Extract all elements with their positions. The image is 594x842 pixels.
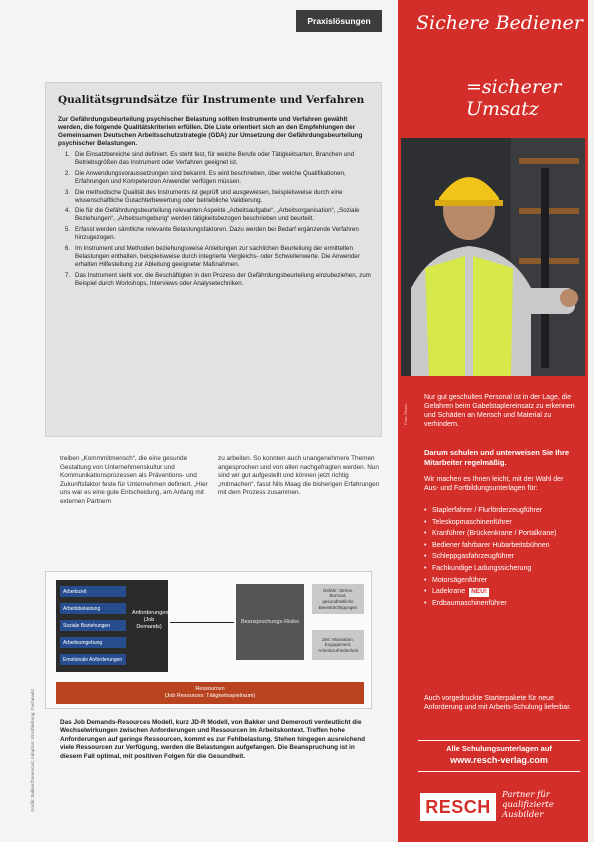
ad-intro: Nur gut geschultes Personal ist in der Lage, die Gefahren beim Gabelstaplereinsatz zu erkennen und Schäden an Mensch und Material zu verhindern. xyxy=(424,394,575,428)
demand-item: Arbeitsumgebung xyxy=(60,637,126,648)
figure-credit: Grafik: Bakker/Demerouti; Adaption: Erschließung, Fachmarkt xyxy=(30,688,35,812)
new-badge: NEU! xyxy=(471,588,487,596)
criteria-text: Das Instrument sieht vor, die Beschäftigten in den Prozess der Gefährdungsbeurteilung einzubeziehen, zum Beispiel durch Workshops, Interviews oder Analysetechniken. xyxy=(75,271,371,287)
criteria-number: 3. xyxy=(64,188,70,196)
outcome-positive: Zeit: Motivation, Engagement, Arbeitszufriedenheit xyxy=(312,630,364,660)
demand-item: Emotionale Anforderungen xyxy=(60,654,126,665)
criteria-item xyxy=(56,170,371,186)
criteria-item xyxy=(56,189,371,205)
quality-principles-box xyxy=(45,82,382,437)
resources-title: Ressourcen xyxy=(195,686,225,692)
body-column-1: treiben „Kommmitmensch“, die eine gesunde Gestaltung von Unternehmenskultur und Kommunikationsprozessen als Präventions- und Zukunftsfaktor feste für Unternehmen definiert. „Hier uns war es eine gute Entscheidung, am Anfang mit externen Partnern xyxy=(60,455,208,505)
demand-item: Arbeitsbelastung xyxy=(60,603,126,614)
body-column-2: zu arbeiten. So konnten auch unangenehmere Themen angesprochen und von allen nachgefragten werden. Nun sind wir gut aufgestellt und können jetzt richtig „mitmachen“, fasst Nils Maag die bisherigen Erfahrungen mit dem Prozess zusammen. xyxy=(218,455,380,497)
criteria-item xyxy=(56,245,371,269)
criteria-number: 2. xyxy=(64,169,70,177)
training-item: • Fachkundige Ladungssicherung xyxy=(424,565,576,574)
criteria-text: Die Anwendungsvoraussetzungen sind bekannt. Es wird beschrieben, über welche Qualifikationen, Erfahrungen und Kompetenzen Anwender verfügen müssen. xyxy=(75,169,346,185)
ad-headline-1: Sichere Bediener xyxy=(416,12,583,34)
box-title: Qualitätsgrundsätze für Instrumente und Verfahren xyxy=(58,94,365,106)
criteria-text: Die Einsatzbereiche sind definiert. Es steht fest, für welche Berufe oder Tätigkeitsarten, Branchen und Betriebsgrößen das Instrument oder Verfahren geeignet ist. xyxy=(75,151,355,166)
website-url[interactable]: www.resch-verlag.com xyxy=(450,755,548,765)
website-link[interactable] xyxy=(418,740,580,772)
criteria-number: 7. xyxy=(64,271,70,279)
outcome-negative: Gefahr: Stress, Burnout, gesundheitliche Beeinträchtigungen xyxy=(312,584,364,614)
training-item: • Teleskopmaschinenführer xyxy=(424,519,576,528)
criteria-number: 4. xyxy=(64,207,70,215)
training-item xyxy=(424,588,576,597)
worker-illustration xyxy=(401,138,585,376)
resources-subtitle: (Job Resources: Tätigkeitsspielraum) xyxy=(164,693,256,699)
criteria-item xyxy=(56,226,371,242)
website-intro: Alle Schulungsunterlagen auf xyxy=(446,744,552,753)
criteria-text: Die methodische Qualität des Instruments ist geprüft und ausgewiesen, beispielsweise durch eine wissenschaftliche Gutachterbewertung oder betriebliche Validierung. xyxy=(75,188,343,204)
demand-item: Arbeitszeit xyxy=(60,586,126,597)
criteria-item xyxy=(56,272,371,288)
criteria-number: 1. xyxy=(64,151,70,158)
training-item: • Motorsägenführer xyxy=(424,577,576,586)
resch-advertisement xyxy=(398,0,588,842)
resch-logo: RESCH xyxy=(420,793,496,821)
jdr-model-diagram xyxy=(45,571,372,709)
training-item-label: Ladekrane xyxy=(432,588,466,596)
criteria-text: Erfasst werden sämtliche relevante Belastungsfaktoren. Dazu werden bei Bedarf ergänzende Verfahren hinzugezogen. xyxy=(75,226,359,242)
section-label: Praxislösungen xyxy=(296,10,382,32)
ad-footer: Auch vorgedruckte Starterpakete für neue Anforderung und mit Arbeits-Schulung lieferbar. xyxy=(424,695,572,711)
training-item: • Kranführer (Brückenkrane / Portalkrane) xyxy=(424,530,576,539)
figure-caption: Das Job Demands-Resources Modell, kurz JD-R Modell, von Bakker und Demerouti verdeutlicht die Wechselwirkungen zwischen Anforderungen und Ressourcen im Arbeitskontext. Treffen hohe Anforderungen auf geringe Ressourcen, kommt es zur Fehlbelastung. Stehen hingegen ausreichend viele Ressourcen zur Verfügung, werden die Belastungen aufgefangen. Die Beanspruchung ist in diesem Fall optimal, mit positiven Folgen für die Gesundheit. xyxy=(60,719,366,760)
criteria-item xyxy=(56,151,371,167)
photo-credit: Foto: Resch xyxy=(403,403,408,425)
training-item: • Staplerfahrer / Flurförderzeugführer xyxy=(424,507,576,516)
criteria-item xyxy=(56,207,371,223)
resources-bar xyxy=(56,682,364,704)
demand-item: Soziale Beziehungen xyxy=(60,620,126,631)
strain-box: Beanspruchungs-Risiko xyxy=(236,584,304,660)
forklift-worker-photo xyxy=(401,138,585,376)
criteria-text: Im Instrument und Methoden beziehungsweise Anleitungen zur sachlichen Beurteilung der ermittelten Belastungen enthalten, beispielsweise durch integrierte Vergleichs- oder Schwellenwerte. Die Anwender erhalten Hilfestellung zur Ableitung geeigneter Maßnahmen. xyxy=(75,245,360,268)
ad-bold-statement: Darum schulen und unterweisen Sie Ihre Mitarbeiter regelmäßig. xyxy=(424,448,570,467)
criteria-number: 6. xyxy=(64,245,70,253)
criteria-list xyxy=(56,151,371,288)
training-list xyxy=(424,507,576,611)
criteria-number: 5. xyxy=(64,226,70,234)
ad-offer: Wir machen es Ihnen leicht, mit der Wahl der Aus- und Fortbildungsunterlagen für: xyxy=(424,476,564,492)
training-item: • Bediener fahrbarer Hubarbeitsbühnen xyxy=(424,542,576,551)
resch-slogan: Partner für qualifizierte Ausbilder xyxy=(502,790,554,820)
training-item: • Erdbaumaschinenführer xyxy=(424,600,576,609)
box-intro: Zur Gefährdungsbeurteilung psychischer Belastung sollten Instrumente und Verfahren gewählt werden, die folgende Qualitätskriterien erfüllen. Die Liste orientiert sich an den Empfehlungen der Gemeinsamen Deutschen Arbeitsschutzstrategie (GDA) zur Umsetzung der Gefährdungsbeurteilung psychischer Belastungen. xyxy=(58,116,363,147)
criteria-text: Die für die Gefährdungsbeurteilung relevanten Aspekte „Arbeitsaufgabe“, „Arbeitsorganisation“, „Soziale Beziehungen“, „Arbeitsumgebung“ werden tätigkeitsbezogen beschrieben und beurteilt. xyxy=(75,207,360,223)
arrow-demands-strain xyxy=(170,622,234,623)
ad-headline-2: =sicherer Umsatz xyxy=(466,76,562,120)
training-item: • Schleppgasfahrzeugführer xyxy=(424,553,576,562)
demands-label: Anforderungen (Job Demands) xyxy=(132,610,169,630)
